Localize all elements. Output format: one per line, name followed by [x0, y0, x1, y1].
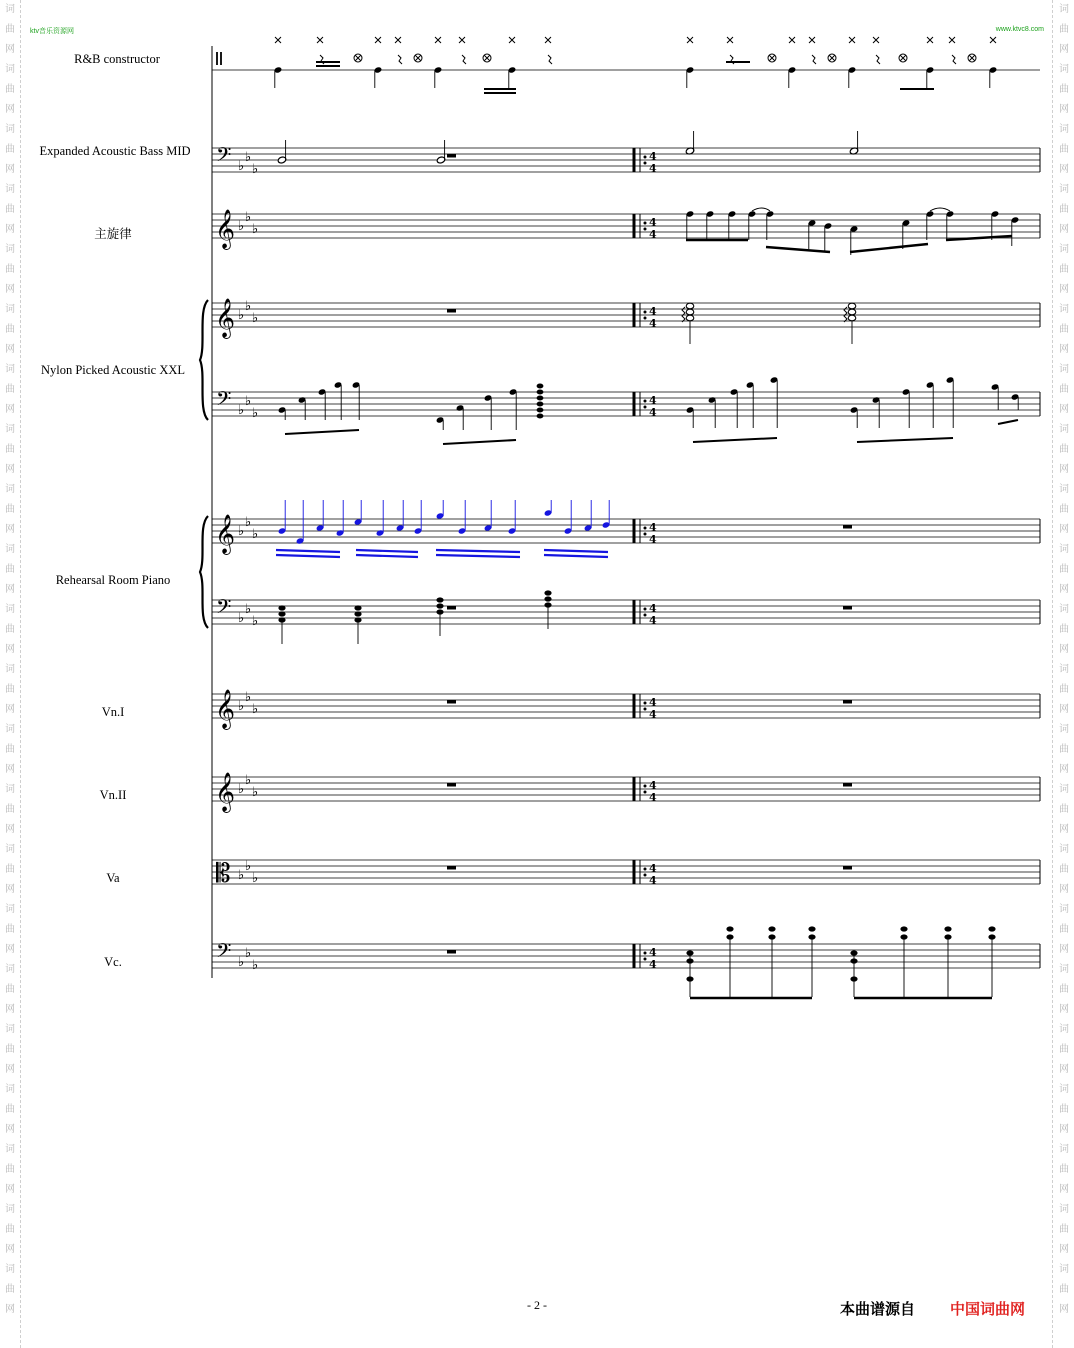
x-notehead — [829, 55, 835, 61]
repeat-dot — [644, 791, 647, 794]
time-sig-top: 4 — [649, 394, 657, 407]
cello-note — [944, 926, 951, 931]
flat-icon: ♭ — [252, 527, 259, 542]
repeat-dot — [644, 708, 647, 711]
x-notehead — [355, 55, 361, 61]
tie — [752, 208, 770, 211]
beam-blue — [276, 550, 340, 552]
flat-icon: ♭ — [238, 308, 245, 323]
rest-bar2 — [843, 606, 852, 610]
repeat-dot — [644, 785, 647, 788]
chord-note — [537, 414, 544, 419]
time-sig-top: 4 — [649, 779, 657, 792]
chord-note — [436, 597, 443, 602]
x-notehead — [545, 37, 551, 43]
repeat-dot — [644, 228, 647, 231]
cello-note — [768, 926, 775, 931]
left-margin-watermark: 词 曲 网 词 曲 网 词 曲 网 词 曲 网 词 曲 网 词 曲 网 词 曲 网 词 曲 网 词 曲 网 词 曲 网 词 曲 网 词 曲 网 词 曲 网 词 曲 网 词 曲 网 词 曲 网 词 曲 网 词 曲 网 词 曲 网 词 曲 网 词 曲 网 词 曲 网 — [5, 4, 15, 1315]
chord-note — [354, 605, 361, 610]
x-notehead — [990, 37, 996, 43]
label-rehearsal-piano: Rehearsal Room Piano — [55, 573, 171, 587]
x-notehead — [459, 37, 465, 43]
chord-note — [537, 408, 544, 413]
x-notehead — [375, 37, 381, 43]
rest-bar2 — [843, 783, 852, 787]
flat-icon: ♭ — [245, 150, 252, 165]
repeat-dot — [644, 958, 647, 961]
rest-bar2 — [843, 866, 852, 870]
header-left-site: ktv音乐资源网 — [30, 28, 74, 35]
sixteenth-rest-icon — [876, 55, 880, 64]
beam — [850, 244, 928, 252]
time-sig-top: 4 — [649, 696, 657, 709]
x-notehead — [435, 37, 441, 43]
time-sig-bottom: 4 — [649, 791, 657, 804]
chord-note — [686, 309, 694, 315]
treble-clef-icon: 𝄞 — [215, 689, 236, 729]
x-notehead — [395, 37, 401, 43]
label-violin-1: Vn.I — [101, 705, 125, 719]
repeat-dot — [644, 162, 647, 165]
chord-note — [544, 590, 551, 595]
treble-clef-icon: 𝄞 — [215, 772, 236, 812]
beam — [285, 430, 359, 434]
time-sig-bottom: 4 — [649, 406, 657, 419]
sixteenth-rest-icon — [952, 55, 956, 64]
flat-icon: ♭ — [238, 782, 245, 797]
flat-icon: ♭ — [238, 159, 245, 174]
flat-icon: ♭ — [252, 222, 259, 237]
beam-blue — [544, 550, 608, 552]
flat-icon: ♭ — [238, 868, 245, 883]
x-notehead — [727, 37, 733, 43]
label-main-melody: 主旋律 — [94, 227, 132, 241]
time-sig-top: 4 — [649, 602, 657, 615]
bass-clef-icon: 𝄢 — [216, 387, 232, 415]
x-notehead — [969, 55, 975, 61]
chord-note — [537, 402, 544, 407]
flat-icon: ♭ — [252, 162, 259, 177]
beam-blue — [276, 555, 340, 557]
chord-note — [544, 596, 551, 601]
chord-note — [686, 315, 694, 321]
treble-clef-icon: 𝄞 — [215, 514, 236, 554]
flat-icon: ♭ — [245, 602, 252, 617]
tie — [930, 208, 950, 211]
chord-note — [537, 390, 544, 395]
beam — [693, 438, 777, 442]
bass-clef-icon: 𝄢 — [216, 595, 232, 623]
chord-note — [848, 309, 856, 315]
flat-icon: ♭ — [238, 611, 245, 626]
sixteenth-rest-icon — [812, 55, 816, 64]
time-sig-bottom: 4 — [649, 317, 657, 330]
x-notehead — [415, 55, 421, 61]
repeat-dot — [644, 156, 647, 159]
time-sig-top: 4 — [649, 216, 657, 229]
cello-note — [726, 926, 733, 931]
bass-clef-icon: 𝄢 — [216, 143, 232, 171]
rest-bar1 — [447, 783, 456, 787]
flat-icon: ♭ — [238, 524, 245, 539]
flat-icon: ♭ — [238, 219, 245, 234]
repeat-dot — [644, 400, 647, 403]
right-margin-watermark: 词 曲 网 词 曲 网 词 曲 网 词 曲 网 词 曲 网 词 曲 网 词 曲 网 词 曲 网 词 曲 网 词 曲 网 词 曲 网 词 曲 网 词 曲 网 词 曲 网 词 曲 网 词 曲 网 词 曲 网 词 曲 网 词 曲 网 词 曲 网 词 曲 网 词 曲 网 — [1059, 4, 1069, 1315]
flat-icon: ♭ — [252, 785, 259, 800]
time-sig-bottom: 4 — [649, 162, 657, 175]
beam — [443, 440, 516, 444]
flat-icon: ♭ — [252, 871, 259, 886]
footer-source-label: 本曲谱源自 — [840, 1300, 916, 1318]
flat-icon: ♭ — [252, 406, 259, 421]
treble-clef-icon: 𝄞 — [215, 209, 236, 249]
cello-note — [900, 926, 907, 931]
time-sig-top: 4 — [649, 521, 657, 534]
x-notehead — [849, 37, 855, 43]
footer-site-name: 中国词曲网 — [950, 1300, 1026, 1318]
chord-note — [436, 603, 443, 608]
flat-icon: ♭ — [238, 955, 245, 970]
time-sig-top: 4 — [649, 305, 657, 318]
flat-icon: ♭ — [238, 699, 245, 714]
label-rnb-constructor: R&B constructor — [74, 52, 160, 66]
rest-bar1 — [447, 700, 456, 704]
beam — [998, 420, 1018, 424]
chord-note — [686, 303, 694, 309]
flat-icon: ♭ — [245, 394, 252, 409]
alto-clef-icon: 𝄡 — [216, 859, 231, 889]
sixteenth-rest-icon — [548, 55, 552, 64]
repeat-dot — [644, 527, 647, 530]
time-sig-top: 4 — [649, 946, 657, 959]
repeat-dot — [644, 868, 647, 871]
rest-bar1 — [447, 606, 456, 610]
repeat-dot — [644, 702, 647, 705]
label-viola: Va — [106, 871, 120, 885]
x-notehead — [949, 37, 955, 43]
repeat-dot — [644, 533, 647, 536]
rest-bar1 — [447, 154, 456, 158]
flat-icon: ♭ — [245, 690, 252, 705]
time-sig-bottom: 4 — [649, 228, 657, 241]
x-notehead — [900, 55, 906, 61]
beam-blue — [436, 550, 520, 552]
sixteenth-rest-icon — [462, 55, 466, 64]
flat-icon: ♭ — [245, 859, 252, 874]
time-sig-top: 4 — [649, 150, 657, 163]
chord-note — [848, 315, 856, 321]
x-notehead — [687, 37, 693, 43]
time-sig-bottom: 4 — [649, 614, 657, 627]
beam — [766, 247, 830, 252]
time-sig-bottom: 4 — [649, 874, 657, 887]
x-notehead — [509, 37, 515, 43]
time-sig-bottom: 4 — [649, 533, 657, 546]
treble-clef-icon: 𝄞 — [215, 298, 236, 338]
rest-bar2 — [843, 525, 852, 529]
flat-icon: ♭ — [245, 299, 252, 314]
beam — [857, 438, 953, 442]
rest-bar2 — [843, 700, 852, 704]
repeat-dot — [644, 222, 647, 225]
flat-icon: ♭ — [252, 958, 259, 973]
header-right-site: www.ktvc8.com — [995, 26, 1044, 33]
chord-note — [278, 605, 285, 610]
beam-blue — [356, 555, 418, 557]
repeat-dot — [644, 317, 647, 320]
repeat-dot — [644, 608, 647, 611]
beam-blue — [544, 555, 608, 557]
chord-note — [537, 384, 544, 389]
flat-icon: ♭ — [252, 702, 259, 717]
page-number: - 2 - — [527, 1298, 547, 1312]
repeat-dot — [644, 614, 647, 617]
x-notehead — [789, 37, 795, 43]
flat-icon: ♭ — [238, 403, 245, 418]
chord-note — [278, 611, 285, 616]
beam-blue — [356, 550, 418, 552]
x-notehead — [927, 37, 933, 43]
time-sig-bottom: 4 — [649, 958, 657, 971]
bass-clef-icon: 𝄢 — [216, 939, 232, 967]
x-notehead — [769, 55, 775, 61]
rest-bar1 — [447, 866, 456, 870]
time-sig-bottom: 4 — [649, 708, 657, 721]
repeat-dot — [644, 874, 647, 877]
chord-note — [848, 303, 856, 309]
flat-icon: ♭ — [245, 946, 252, 961]
beam-blue — [436, 555, 520, 557]
staff-lines — [200, 46, 1040, 978]
chord-note — [537, 396, 544, 401]
flat-icon: ♭ — [245, 515, 252, 530]
chord-note — [354, 611, 361, 616]
rest-bar1 — [447, 309, 456, 313]
label-acoustic-bass: Expanded Acoustic Bass MID — [39, 144, 191, 158]
repeat-dot — [644, 952, 647, 955]
x-notehead — [809, 37, 815, 43]
x-notehead — [873, 37, 879, 43]
flat-icon: ♭ — [252, 614, 259, 629]
x-notehead — [275, 37, 281, 43]
label-cello: Vc. — [104, 955, 122, 969]
repeat-dot — [644, 311, 647, 314]
label-nylon-guitar: Nylon Picked Acoustic XXL — [40, 363, 186, 377]
notation — [274, 37, 1020, 998]
brace — [200, 516, 208, 628]
flat-icon: ♭ — [245, 773, 252, 788]
flat-icon: ♭ — [245, 210, 252, 225]
x-notehead — [317, 37, 323, 43]
brace — [200, 300, 208, 420]
time-sig-top: 4 — [649, 862, 657, 875]
x-notehead — [484, 55, 490, 61]
rest-bar1 — [447, 950, 456, 954]
cello-note — [808, 926, 815, 931]
sixteenth-rest-icon — [398, 55, 402, 64]
label-violin-2: Vn.II — [99, 788, 127, 802]
repeat-dot — [644, 406, 647, 409]
flat-icon: ♭ — [252, 311, 259, 326]
cello-note — [988, 926, 995, 931]
